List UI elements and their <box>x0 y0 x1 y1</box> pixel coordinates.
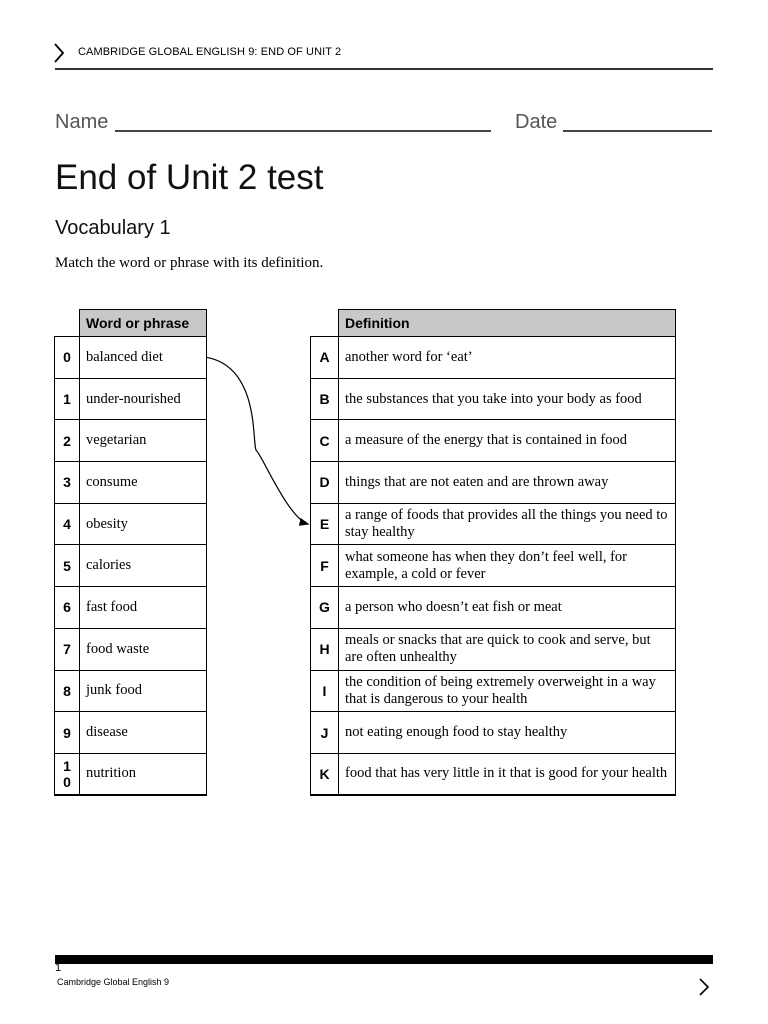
word-row-number: 3 <box>55 462 80 504</box>
definition-row-text: food that has very little in it that is good for your health <box>339 753 676 795</box>
definitions-table <box>310 309 676 796</box>
definition-row-number: K <box>311 753 339 795</box>
section-title: Vocabulary 1 <box>55 217 171 239</box>
definition-row <box>311 503 676 545</box>
definition-row-number: G <box>311 587 339 629</box>
definition-row <box>311 753 676 795</box>
word-row <box>55 462 207 504</box>
date-label: Date <box>515 111 558 133</box>
date-field[interactable] <box>563 130 712 132</box>
definition-row-text: the condition of being extremely overweight in a way that is dangerous to your health <box>339 670 676 712</box>
definition-row <box>311 628 676 670</box>
definition-row <box>311 587 676 629</box>
word-row-text: calories <box>80 545 207 587</box>
word-row-number: 1 0 <box>55 753 80 795</box>
word-row <box>55 337 207 379</box>
word-row-text: food waste <box>80 628 207 670</box>
word-row-number: 6 <box>55 587 80 629</box>
word-row-number: 8 <box>55 670 80 712</box>
definition-row-text: meals or snacks that are quick to cook and serve, but are often unhealthy <box>339 628 676 670</box>
definition-row <box>311 462 676 504</box>
word-row-text: nutrition <box>80 753 207 795</box>
word-row-number: 2 <box>55 420 80 462</box>
definition-row-number: F <box>311 545 339 587</box>
definitions-table-header: Definition <box>339 310 676 337</box>
definition-row-text: things that are not eaten and are thrown away <box>339 462 676 504</box>
word-row-text: fast food <box>80 587 207 629</box>
word-row-text: under-nourished <box>80 378 207 420</box>
word-row <box>55 420 207 462</box>
definition-row-text: a person who doesn’t eat fish or meat <box>339 587 676 629</box>
header-title: CAMBRIDGE GLOBAL ENGLISH 9: END OF UNIT 2 <box>78 46 342 58</box>
definition-row <box>311 545 676 587</box>
name-field[interactable] <box>115 130 491 132</box>
definition-row-text: what someone has when they don’t feel well, for example, a cold or fever <box>339 545 676 587</box>
word-row-text: balanced diet <box>80 337 207 379</box>
definition-row <box>311 337 676 379</box>
word-row-number: 7 <box>55 628 80 670</box>
words-table <box>54 309 207 796</box>
word-row <box>55 753 207 795</box>
word-row-number: 5 <box>55 545 80 587</box>
word-row <box>55 587 207 629</box>
definition-row-number: B <box>311 378 339 420</box>
word-row-text: vegetarian <box>80 420 207 462</box>
header-divider <box>55 68 713 70</box>
word-row-text: obesity <box>80 503 207 545</box>
word-row-number: 9 <box>55 712 80 754</box>
definition-row-text: the substances that you take into your body as food <box>339 378 676 420</box>
definition-row-number: D <box>311 462 339 504</box>
footer-bar <box>55 955 713 964</box>
definition-row-text: not eating enough food to stay healthy <box>339 712 676 754</box>
words-table-header: Word or phrase <box>80 310 207 337</box>
name-label: Name <box>55 111 109 133</box>
page-title: End of Unit 2 test <box>55 158 324 197</box>
definition-row-text: a measure of the energy that is contained in food <box>339 420 676 462</box>
definition-row-text: another word for ‘eat’ <box>339 337 676 379</box>
definition-row-text: a range of foods that provides all the things you need to stay healthy <box>339 503 676 545</box>
word-row-text: junk food <box>80 670 207 712</box>
footer-text: Cambridge Global English 9 <box>57 977 170 987</box>
word-row-number: 0 <box>55 337 80 379</box>
definition-row-number: J <box>311 712 339 754</box>
page-number: 1 <box>55 962 62 974</box>
definition-row-number: H <box>311 628 339 670</box>
definition-row-number: C <box>311 420 339 462</box>
word-row <box>55 670 207 712</box>
word-row-text: disease <box>80 712 207 754</box>
definition-row <box>311 670 676 712</box>
definition-row-number: A <box>311 337 339 379</box>
word-row-number: 4 <box>55 503 80 545</box>
definition-row <box>311 378 676 420</box>
definition-row <box>311 712 676 754</box>
chevron-right-icon <box>52 42 66 64</box>
word-row-number: 1 <box>55 378 80 420</box>
word-row-text: consume <box>80 462 207 504</box>
definition-row-number: E <box>311 503 339 545</box>
word-row <box>55 378 207 420</box>
definition-row-number: I <box>311 670 339 712</box>
word-row <box>55 628 207 670</box>
word-row <box>55 503 207 545</box>
definition-row <box>311 420 676 462</box>
chevron-right-icon[interactable] <box>698 977 710 997</box>
word-row <box>55 545 207 587</box>
instruction-text: Match the word or phrase with its definition. <box>55 255 324 271</box>
word-row <box>55 712 207 754</box>
